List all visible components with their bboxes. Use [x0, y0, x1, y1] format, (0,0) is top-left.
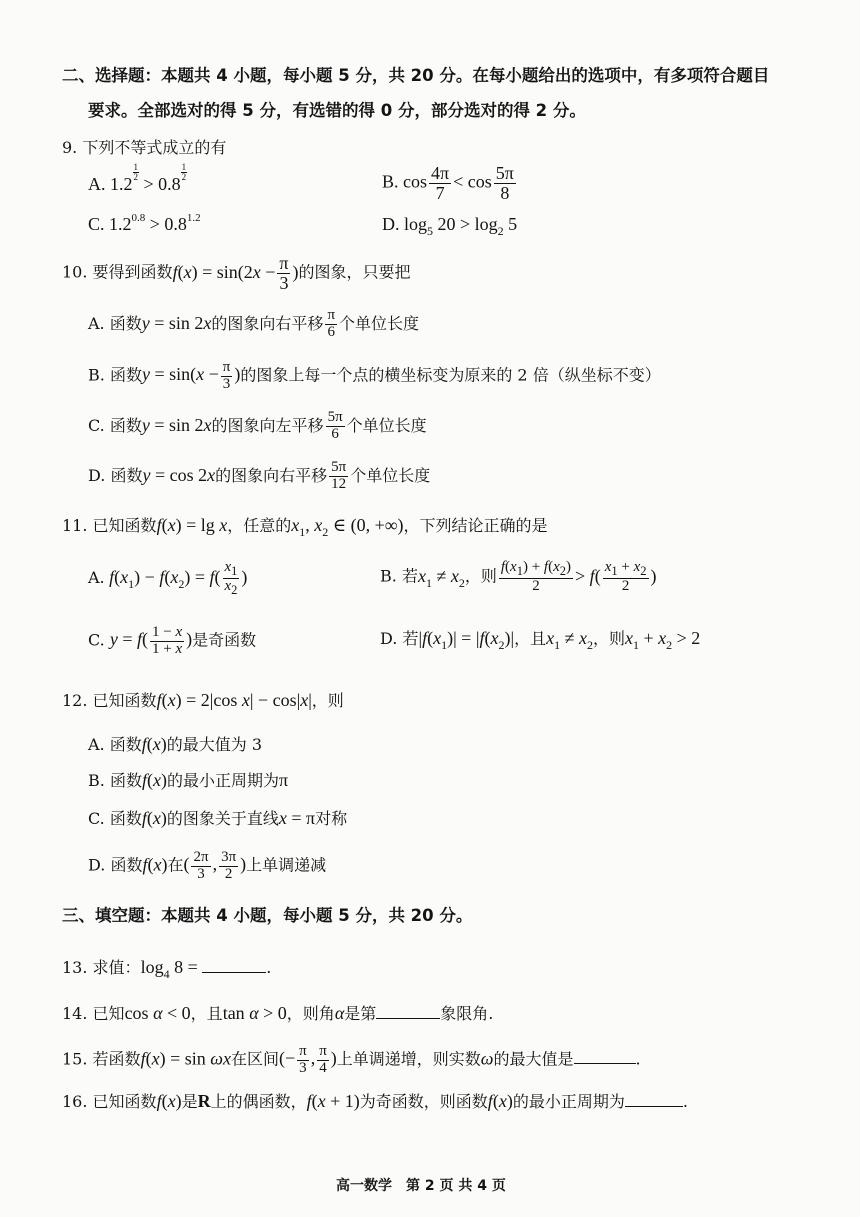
q9-option-c: C. $1.2^{0.8} > 0.8^{1.2}$: [88, 212, 201, 234]
q10-b-pre: 函数: [109, 365, 142, 385]
q12-option-d: D. 函数f(x)在( $\frac{2\pi}{3}$ , $\frac{3\pi}{2}$ )上单调递减: [88, 849, 327, 882]
q14-mid3: 是第: [344, 1004, 377, 1023]
q15: 15. 若函数f(x) = sin ωx在区间(− $\frac{\pi}{3}$ , $\frac{\pi}{4}$ )上单调递增，则实数ω的最大值是 .: [62, 1043, 641, 1076]
q10-stem: 10. 要得到函数f(x) = sin(2x − $\frac{\pi}{3}$ )的图象，只要把: [62, 253, 411, 293]
q15-post: 的最大值是: [493, 1049, 574, 1069]
q16-mid3: 为奇函数，则函数: [359, 1092, 488, 1111]
q14-pre: 已知: [92, 1004, 125, 1023]
q11-b-mid: ，则: [464, 566, 497, 586]
section3-heading: 三、填空题：本题共 4 小题，每小题 5 分，共 20 分。: [62, 906, 473, 925]
q12-stem: 12. 已知函数f(x) = 2|cos x| − cos|x|，则: [62, 690, 344, 710]
q12-option-a: A. 函数f(x)的最大值为 3: [88, 734, 263, 754]
q15-answer-blank[interactable]: [574, 1047, 636, 1064]
q12-c-post: 对称: [315, 809, 348, 828]
q12-b-label: B.: [88, 771, 105, 790]
q11-d-mid: ，且: [514, 629, 547, 648]
q14-post: 象限角.: [440, 1004, 494, 1023]
q11-stem-pre: 已知函数: [92, 516, 157, 535]
q9-d-label: D.: [382, 214, 400, 234]
q13: 13. 求值：$\log_4 8$ = .: [62, 957, 272, 981]
q12-b-post: 的最小正周期为: [166, 771, 279, 790]
q9-option-a: A. 1.2 $\frac{1}{2}$ > 0.8 $\frac{1}{2}$: [88, 162, 187, 194]
q10-c-pre: 函数: [109, 415, 142, 435]
q13-answer-blank[interactable]: [202, 956, 266, 973]
q9-c-label: C.: [88, 214, 105, 234]
q11-stem: 11. 已知函数f(x) = lg x，任意的$x_1$, $x_2$ ∈ (0, +∞)，下列结论正确的是: [62, 515, 548, 539]
q11-stem-mid: ，任意的: [227, 516, 292, 535]
q12-d-mid: 在: [167, 855, 184, 875]
q11-d-label: D.: [380, 629, 398, 648]
q10-option-a: A. 函数y = sin 2x的图象向右平移 $\frac{\pi}{6}$ 个单位长度: [88, 307, 420, 340]
q16-real-set: R: [197, 1091, 211, 1111]
q11-option-b: B. 若$x_1 \ne x_2$，则 $\frac{f(x_1) + f(x_2)}{2}$ > f( $\frac{x_1 + x_2}{2}$ ): [380, 559, 657, 595]
q12-c-pre: 函数: [109, 809, 142, 828]
q10-a-post: 个单位长度: [339, 313, 420, 333]
q9-number: 9.: [62, 138, 78, 157]
q10-a-pre: 函数: [109, 313, 142, 333]
q10-option-b: B. 函数y = sin(x − $\frac{\pi}{3}$ )的图象上每一个点的横坐标变为原来的 2 倍（纵坐标不变）: [88, 359, 661, 392]
q12-c-label: C.: [88, 809, 105, 828]
q16-pre: 已知函数: [92, 1092, 157, 1111]
q11-number: 11.: [62, 516, 88, 535]
q9-option-b: B. cos $\frac{4\pi}{7}$ < cos $\frac{5\pi}{8}$: [382, 163, 514, 203]
q11-c-label: C.: [88, 630, 105, 650]
q16-answer-blank[interactable]: [625, 1090, 683, 1107]
q10-stem-post: 的图象，只要把: [298, 262, 411, 282]
q9-text: 下列不等式成立的有: [82, 138, 227, 157]
q10-b-label: B.: [88, 365, 105, 385]
q11-a-label: A.: [88, 567, 105, 587]
q11-option-c: C. y = f( $\frac{1 - x}{1 + x}$ )是奇函数: [88, 624, 257, 657]
q10-a-mid: 的图象向右平移: [211, 313, 324, 333]
q11-c-post: 是奇函数: [192, 630, 257, 650]
q14: 14. 已知cos α < 0，且tan α > 0，则角α是第 象限角.: [62, 1003, 494, 1023]
q15-number: 15.: [62, 1049, 88, 1069]
q10-stem-pre: 要得到函数: [92, 262, 173, 282]
q12-stem-post: ，则: [311, 691, 344, 710]
q13-number: 13.: [62, 958, 88, 977]
q16-number: 16.: [62, 1092, 88, 1111]
q10-number: 10.: [62, 262, 88, 282]
q10-d-mid: 的图象向右平移: [215, 465, 328, 485]
q15-pre: 若函数: [92, 1049, 141, 1069]
q14-number: 14.: [62, 1004, 88, 1023]
q16-mid2: 上的偶函数，: [210, 1092, 307, 1111]
q12-option-c: C. 函数f(x)的图象关于直线x = π对称: [88, 808, 348, 828]
q10-c-post: 个单位长度: [346, 415, 427, 435]
q11-stem-post: ，下列结论正确的是: [403, 516, 548, 535]
section2-heading: 二、选择题：本题共 4 小题，每小题 5 分，共 20 分。在每小题给出的选项中，有多项符合题目: [62, 66, 770, 85]
q12-a-post: 的最大值为 3: [166, 735, 263, 754]
q14-mid2: ，则角: [286, 1004, 335, 1023]
q9-b-label: B.: [382, 171, 399, 192]
q10-option-d: D. 函数y = cos 2x的图象向右平移 $\frac{5\pi}{12}$ 个单位长度: [88, 459, 431, 492]
q12-stem-pre: 已知函数: [92, 691, 157, 710]
q16-post: 的最小正周期为: [512, 1092, 625, 1111]
q15-mid: 在区间: [230, 1049, 279, 1069]
page-footer: 高一数学 第 2 页 共 4 页: [336, 1178, 506, 1194]
q12-a-pre: 函数: [109, 735, 142, 754]
q10-b-post: 的图象上每一个点的横坐标变为原来的 2 倍（纵坐标不变）: [240, 365, 661, 385]
q10-d-pre: 函数: [110, 465, 143, 485]
q12-d-label: D.: [88, 855, 106, 875]
section2-heading-cont: 要求。全部选对的得 5 分，有选错的得 0 分，部分选对的得 2 分。: [88, 101, 586, 120]
q11-b-pre: 若: [401, 566, 418, 586]
q14-answer-blank[interactable]: [376, 1002, 440, 1019]
q16-mid: 是: [181, 1092, 198, 1111]
q10-d-post: 个单位长度: [350, 465, 431, 485]
q13-pre: 求值：: [92, 958, 141, 977]
q12-d-post: 上单调递减: [246, 855, 327, 875]
q16: 16. 已知函数f(x)是R上的偶函数，f(x + 1)为奇函数，则函数f(x)的最小正周期为 .: [62, 1091, 688, 1111]
q12-c-mid: 的图象关于直线: [166, 809, 279, 828]
q9-a-label: A.: [88, 174, 106, 194]
q11-d-pre: 若: [402, 629, 419, 648]
q12-a-label: A.: [88, 735, 105, 754]
q9-stem: [62, 138, 226, 157]
q11-option-a: A. $f(x_1) - f(x_2) = f$( $\frac{x_1}{x_2}$ ): [88, 559, 248, 598]
q12-option-b: B. 函数f(x)的最小正周期为π: [88, 770, 289, 790]
q10-a-label: A.: [88, 313, 105, 333]
q11-option-d: D. 若$|f(x_1)| = |f(x_2)|$，且$x_1 \ne x_2$，则$x_1 + x_2 > 2$: [380, 628, 701, 652]
q14-mid: ，且: [190, 1004, 223, 1023]
q12-d-pre: 函数: [110, 855, 143, 875]
q12-b-pre: 函数: [109, 771, 142, 790]
q12-number: 12.: [62, 691, 88, 710]
q10-option-c: C. 函数y = sin 2x的图象向左平移 $\frac{5\pi}{6}$ 个单位长度: [88, 409, 427, 442]
q9-option-d: D. $\log_5 20 > \log_2 5$: [382, 214, 518, 238]
q15-mid2: 上单调递增，则实数: [336, 1049, 481, 1069]
q10-c-label: C.: [88, 415, 105, 435]
q11-b-label: B.: [380, 566, 397, 586]
q11-d-mid2: ，则: [592, 629, 625, 648]
q10-d-label: D.: [88, 465, 106, 485]
q10-c-mid: 的图象向左平移: [211, 415, 324, 435]
